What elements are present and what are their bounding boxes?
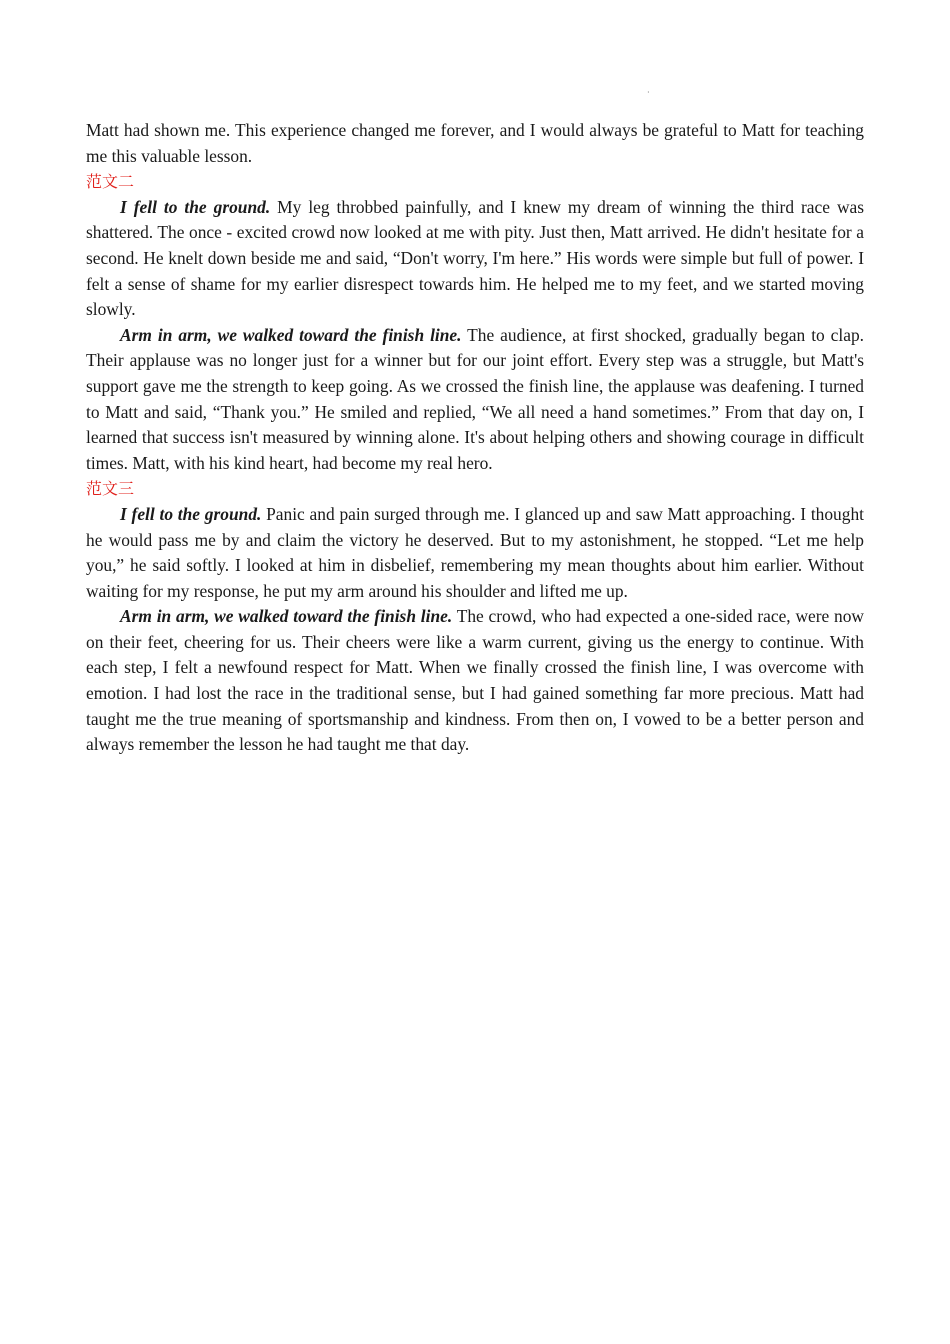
header-mark: · [647, 88, 650, 97]
essay2-paragraph-2 [86, 323, 864, 477]
essay2-paragraph-2-text: The audience, at first shocked, gradually began to clap. Their applause was no longer just for a winner but for our joint effort. Every step was a struggle, but Matt's support gave me the strength to keep going. As we crossed the finish line, the applause was deafening. I turned to Matt and said, “Thank you.” He smiled and replied, “We all need a hand sometimes.” From that day on, I learned that success isn't measured by winning alone. It's about helping others and showing courage in difficult times. Matt, with his kind heart, had become my real hero. [86, 324, 864, 473]
essay3-paragraph-2-text: The crowd, who had expected a one-sided race, were now on their feet, cheering for us. Their cheers were like a warm current, giving us the energy to continue. With each step, I felt a newfound respect for Matt. When we finally crossed the finish line, I was overcome with emotion. I had lost the race in the traditional sense, but I had gained something far more precious. Matt had taught me the true meaning of sportsmanship and kindness. From then on, I vowed to be a better person and always remember the lesson he had taught me that day. [86, 606, 864, 755]
intro-paragraph [86, 118, 864, 169]
essay2-paragraph-1 [86, 195, 864, 323]
essay3-paragraph-1-lead: I fell to the ground. [120, 503, 262, 524]
essay3-paragraph-2-lead: Arm in arm, we walked toward the finish line. [120, 606, 453, 627]
essay2-paragraph-1-text: My leg throbbed painfully, and I knew my dream of winning the third race was shattered. The once - excited crowd now looked at me with pity. Just then, Matt arrived. He didn't hesitate for a second. He knelt down beside me and said, “Don't worry, I'm here.” His words were simple but full of power. I felt a sense of shame for my earlier disrespect towards him. He helped me to my feet, and we started moving slowly. [86, 196, 864, 320]
essay2-heading: 范文二 [86, 172, 135, 192]
essay3-paragraph-1 [86, 502, 864, 604]
essay2-paragraph-2-lead: Arm in arm, we walked toward the finish line. [120, 324, 462, 345]
essay3-paragraph-1-text: Panic and pain surged through me. I glanced up and saw Matt approaching. I thought he would pass me by and claim the victory he deserved. But to my astonishment, he stopped. “Let me help you,” he said softly. I looked at him in disbelief, remembering my mean thoughts about him earlier. Without waiting for my response, he put my arm around his shoulder and lifted me up. [86, 503, 864, 601]
essay2-paragraph-1-lead: I fell to the ground. [120, 196, 271, 217]
intro-text: Matt had shown me. This experience changed me forever, and I would always be grateful to Matt for teaching me this valuable lesson. [86, 120, 864, 166]
document-body [86, 118, 864, 758]
essay3-paragraph-2 [86, 604, 864, 758]
essay3-heading: 范文三 [86, 479, 135, 499]
